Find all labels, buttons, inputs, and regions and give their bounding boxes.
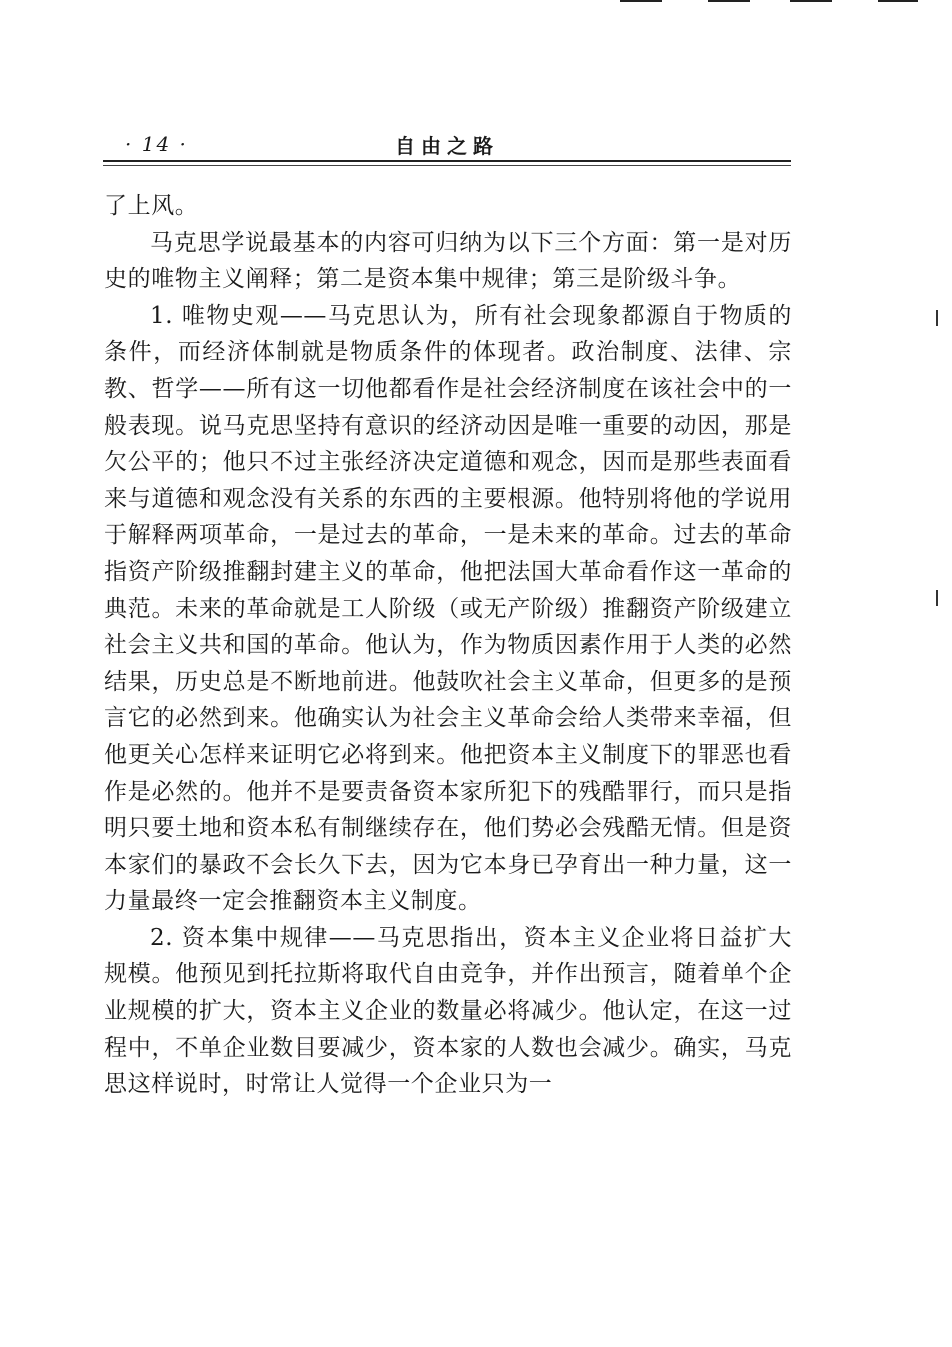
margin-speck (936, 310, 938, 326)
paragraph-historical-materialism: 1. 唯物史观——马克思认为，所有社会现象都源自于物质的条件，而经济体制就是物质条件的体现者。政治制度、法律、宗教、哲学——所有这一切他都看作是社会经济制度在该社会中的一般表现。说马克思坚持有意识的经济动因是唯一重要的动因，那是欠公平的；他只不过主张经济决定道德和观念，因而是那些表面看来与道德和观念没有关系的东西的主要根源。他特别将他的学说用于解释两项革命，一是过去的革命，一是未来的革命。过去的革命指资产阶级推翻封建主义的革命，他把法国大革命看作这一革命的典范。未来的革命就是工人阶级（或无产阶级）推翻资产阶级建立社会主义共和国的革命。他认为，作为物质因素作用于人类的必然结果，历史总是不断地前进。他鼓吹社会主义革命，但更多的是预言它的必然到来。他确实认为社会主义革命会给人类带来幸福，但他更关心怎样来证明它必将到来。他把资本主义制度下的罪恶也看作是必然的。他并不是要责备资本家所犯下的残酷罪行，而只是指明只要土地和资本私有制继续存在，他们势必会残酷无情。但是资本家们的暴政不会长久下去，因为它本身已孕育出一种力量，这一力量最终一定会推翻资本主义制度。 (104, 302, 792, 915)
header-rule (103, 160, 791, 162)
body-text (104, 188, 792, 1103)
scan-mark (708, 0, 750, 2)
margin-speck (936, 590, 938, 606)
scan-mark (878, 0, 918, 2)
paragraph-continuation: 了上风。 (104, 193, 199, 219)
header-rule (103, 165, 791, 166)
paragraph-capital-concentration: 2. 资本集中规律——马克思指出，资本主义企业将日益扩大规模。他预见到托拉斯将取代自由竞争，并作出预言，随着单个企业规模的扩大，资本主义企业的数量必将减少。他认定，在这一过程中，不单企业数目要减少，资本家的人数也会减少。确实，马克思这样说时，时常让人觉得一个企业只为一 (104, 924, 792, 1098)
page-number: · 14 · (125, 132, 188, 156)
scan-mark (620, 0, 662, 2)
page-header (103, 118, 791, 164)
paragraph-marx-summary: 马克思学说最基本的内容可归纳为以下三个方面：第一是对历史的唯物主义阐释；第二是资本集中规律；第三是阶级斗争。 (104, 229, 792, 293)
running-title: 自由之路 (395, 134, 499, 158)
scan-mark (790, 0, 832, 2)
